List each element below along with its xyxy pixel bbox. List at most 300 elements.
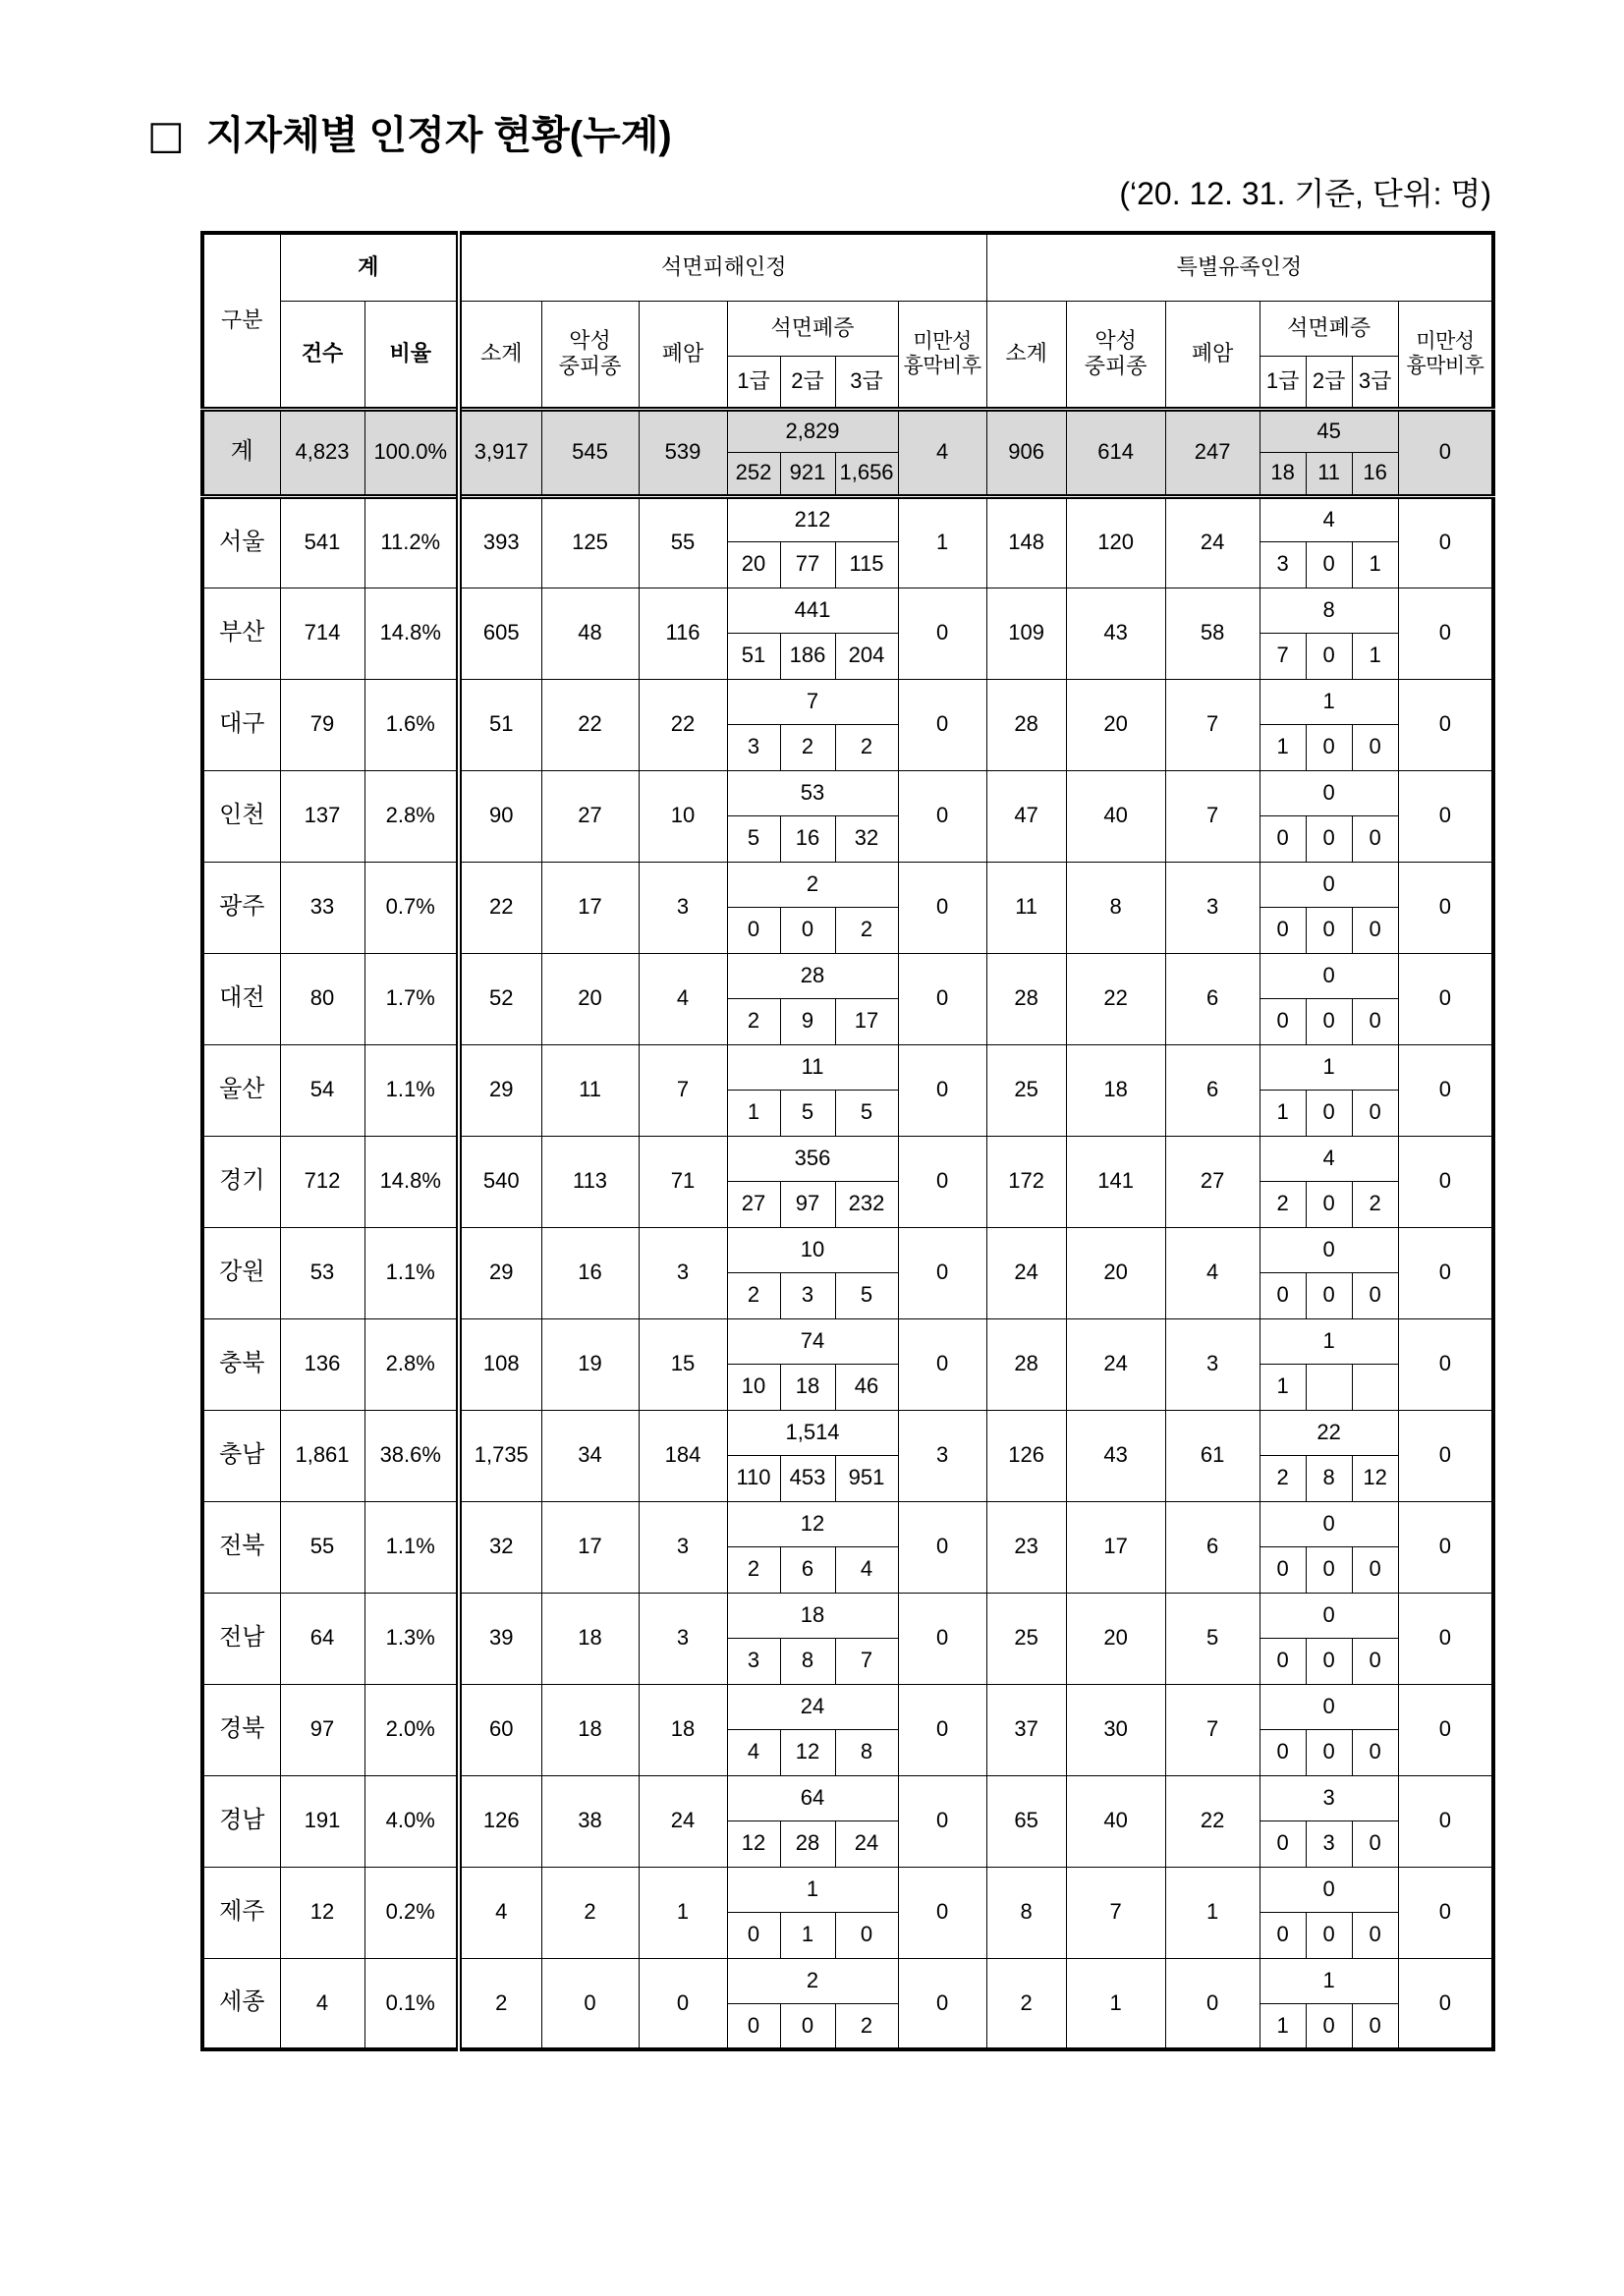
damage-subtotal-cell: 393 (459, 496, 541, 588)
damage-asbestosis-grade2-cell: 18 (780, 1364, 835, 1410)
ratio-cell: 14.8% (364, 1136, 459, 1227)
region-cell: 대구 (202, 679, 280, 770)
bereaved-asbestosis-grade3-cell: 0 (1352, 1546, 1398, 1593)
bereaved-mesothelioma-cell: 40 (1066, 770, 1165, 862)
bereaved-mesothelioma-cell: 18 (1066, 1044, 1165, 1136)
damage-subtotal-cell: 540 (459, 1136, 541, 1227)
damage-asbestosis-total-cell: 53 (727, 770, 898, 815)
bereaved-asbestosis-total-cell: 0 (1260, 1867, 1398, 1912)
bereaved-asbestosis-grade2-cell: 0 (1306, 633, 1352, 679)
damage-asbestosis-grade2-cell: 186 (780, 633, 835, 679)
region-row (202, 1227, 1493, 1272)
bereaved-asbestosis-grade1-cell: 18 (1260, 452, 1306, 496)
region-row (202, 588, 1493, 633)
bereaved-mesothelioma-cell: 120 (1066, 496, 1165, 588)
damage-mesothelioma-cell: 11 (541, 1044, 639, 1136)
bereaved-mesothelioma-cell: 40 (1066, 1775, 1165, 1867)
damage-asbestosis-grade1-cell: 3 (727, 1638, 780, 1684)
damage-asbestosis-total-cell: 2,829 (727, 409, 898, 452)
damage-asbestosis-total-cell: 18 (727, 1593, 898, 1638)
header-row-items (202, 301, 1493, 356)
bereaved-asbestosis-grade2-cell: 0 (1306, 2003, 1352, 2049)
bereaved-asbestosis-grade2-cell: 0 (1306, 1181, 1352, 1227)
bereaved-subtotal-cell: 24 (986, 1227, 1066, 1318)
damage-mesothelioma-cell: 125 (541, 496, 639, 588)
bereaved-mesothelioma-cell: 141 (1066, 1136, 1165, 1227)
bereaved-asbestosis-grade3-cell: 0 (1352, 1820, 1398, 1867)
damage-pleural-thickening-cell: 0 (898, 1958, 986, 2049)
damage-mesothelioma-cell: 0 (541, 1958, 639, 2049)
bereaved-asbestosis-grade1-cell: 1 (1260, 1090, 1306, 1136)
damage-asbestosis-total-cell: 1,514 (727, 1410, 898, 1455)
damage-lung-cancer-cell: 3 (639, 862, 727, 953)
bereaved-asbestosis-grade3-cell: 0 (1352, 1638, 1398, 1684)
bereaved-asbestosis-total-cell: 22 (1260, 1410, 1398, 1455)
bereaved-asbestosis-grade2-cell: 11 (1306, 452, 1352, 496)
bereaved-lung-cancer-cell: 7 (1165, 770, 1260, 862)
header-damage-lung-cancer: 폐암 (639, 301, 727, 409)
bereaved-pleural-thickening-cell: 0 (1398, 953, 1493, 1044)
damage-mesothelioma-cell: 113 (541, 1136, 639, 1227)
damage-lung-cancer-cell: 3 (639, 1227, 727, 1318)
bereaved-asbestosis-total-cell: 4 (1260, 1136, 1398, 1181)
damage-asbestosis-grade1-cell: 0 (727, 907, 780, 953)
header-damage-grade3: 3급 (835, 356, 898, 409)
header-damage-group: 석면피해인정 (459, 233, 986, 301)
damage-asbestosis-grade3-cell: 204 (835, 633, 898, 679)
region-cell: 전북 (202, 1501, 280, 1593)
bereaved-pleural-thickening-cell: 0 (1398, 1410, 1493, 1501)
bereaved-pleural-thickening-cell: 0 (1398, 1044, 1493, 1136)
damage-asbestosis-grade3-cell: 2 (835, 907, 898, 953)
bereaved-pleural-thickening-cell: 0 (1398, 770, 1493, 862)
damage-asbestosis-grade3-cell: 8 (835, 1729, 898, 1775)
bereaved-asbestosis-grade2-cell: 0 (1306, 998, 1352, 1044)
bereaved-lung-cancer-cell: 22 (1165, 1775, 1260, 1867)
region-row (202, 679, 1493, 724)
damage-subtotal-cell: 32 (459, 1501, 541, 1593)
bereaved-subtotal-cell: 65 (986, 1775, 1066, 1867)
bereaved-pleural-thickening-cell: 0 (1398, 679, 1493, 770)
ratio-cell: 1.7% (364, 953, 459, 1044)
header-bereaved-subtotal: 소계 (986, 301, 1066, 409)
damage-subtotal-cell: 90 (459, 770, 541, 862)
bereaved-subtotal-cell: 47 (986, 770, 1066, 862)
damage-asbestosis-grade3-cell: 32 (835, 815, 898, 862)
bereaved-asbestosis-grade3-cell: 0 (1352, 724, 1398, 770)
bereaved-asbestosis-grade2-cell: 0 (1306, 815, 1352, 862)
damage-asbestosis-grade2-cell: 97 (780, 1181, 835, 1227)
bereaved-subtotal-cell: 28 (986, 1318, 1066, 1410)
bereaved-subtotal-cell: 28 (986, 953, 1066, 1044)
bereaved-asbestosis-grade1-cell: 1 (1260, 1364, 1306, 1410)
header-bereaved-grade1: 1급 (1260, 356, 1306, 409)
count-cell: 136 (280, 1318, 364, 1410)
region-cell: 충북 (202, 1318, 280, 1410)
ratio-cell: 1.1% (364, 1227, 459, 1318)
bereaved-lung-cancer-cell: 58 (1165, 588, 1260, 679)
damage-asbestosis-grade2-cell: 9 (780, 998, 835, 1044)
bereaved-lung-cancer-cell: 3 (1165, 862, 1260, 953)
region-cell: 전남 (202, 1593, 280, 1684)
region-cell: 인천 (202, 770, 280, 862)
bereaved-mesothelioma-cell: 20 (1066, 1593, 1165, 1684)
bereaved-asbestosis-grade3-cell: 0 (1352, 2003, 1398, 2049)
header-damage-grade2: 2급 (780, 356, 835, 409)
damage-asbestosis-grade1-cell: 0 (727, 2003, 780, 2049)
header-damage-pleural-thickening: 미만성 흉막비후 (898, 301, 986, 409)
bereaved-asbestosis-grade1-cell: 0 (1260, 815, 1306, 862)
damage-asbestosis-grade2-cell: 921 (780, 452, 835, 496)
damage-subtotal-cell: 29 (459, 1044, 541, 1136)
damage-asbestosis-grade1-cell: 2 (727, 1546, 780, 1593)
bereaved-asbestosis-grade1-cell: 0 (1260, 998, 1306, 1044)
page-title-text: 지자체별 인정자 현황(누계) (205, 114, 672, 157)
bereaved-subtotal-cell: 25 (986, 1044, 1066, 1136)
damage-asbestosis-grade2-cell: 6 (780, 1546, 835, 1593)
bereaved-asbestosis-total-cell: 45 (1260, 409, 1398, 452)
count-cell: 137 (280, 770, 364, 862)
region-row (202, 1136, 1493, 1181)
bereaved-asbestosis-grade3-cell: 1 (1352, 541, 1398, 588)
bereaved-asbestosis-grade3-cell: 0 (1352, 1729, 1398, 1775)
bereaved-subtotal-cell: 172 (986, 1136, 1066, 1227)
bereaved-mesothelioma-cell: 20 (1066, 679, 1165, 770)
bereaved-asbestosis-grade2-cell: 0 (1306, 1638, 1352, 1684)
region-cell: 계 (202, 409, 280, 496)
bereaved-lung-cancer-cell: 3 (1165, 1318, 1260, 1410)
damage-asbestosis-grade3-cell: 5 (835, 1272, 898, 1318)
bereaved-mesothelioma-cell: 30 (1066, 1684, 1165, 1775)
bereaved-lung-cancer-cell: 1 (1165, 1867, 1260, 1958)
damage-subtotal-cell: 3,917 (459, 409, 541, 496)
header-damage-grade1: 1급 (727, 356, 780, 409)
region-cell: 울산 (202, 1044, 280, 1136)
header-ratio: 비율 (364, 301, 459, 409)
count-cell: 714 (280, 588, 364, 679)
bereaved-subtotal-cell: 37 (986, 1684, 1066, 1775)
damage-pleural-thickening-cell: 3 (898, 1410, 986, 1501)
damage-mesothelioma-cell: 18 (541, 1593, 639, 1684)
header-bereaved-asbestosis: 석면폐증 (1260, 301, 1398, 356)
damage-asbestosis-grade2-cell: 16 (780, 815, 835, 862)
header-bereaved-grade3: 3급 (1352, 356, 1398, 409)
damage-lung-cancer-cell: 71 (639, 1136, 727, 1227)
bereaved-asbestosis-total-cell: 4 (1260, 496, 1398, 541)
bereaved-subtotal-cell: 23 (986, 1501, 1066, 1593)
damage-asbestosis-grade3-cell: 2 (835, 2003, 898, 2049)
bereaved-asbestosis-grade3-cell (1352, 1364, 1398, 1410)
ratio-cell: 100.0% (364, 409, 459, 496)
bereaved-lung-cancer-cell: 6 (1165, 1501, 1260, 1593)
damage-mesothelioma-cell: 19 (541, 1318, 639, 1410)
damage-asbestosis-total-cell: 28 (727, 953, 898, 998)
bereaved-subtotal-cell: 8 (986, 1867, 1066, 1958)
damage-asbestosis-total-cell: 2 (727, 1958, 898, 2003)
count-cell: 4,823 (280, 409, 364, 496)
bereaved-lung-cancer-cell: 7 (1165, 1684, 1260, 1775)
damage-subtotal-cell: 4 (459, 1867, 541, 1958)
damage-subtotal-cell: 29 (459, 1227, 541, 1318)
damage-subtotal-cell: 605 (459, 588, 541, 679)
bereaved-pleural-thickening-cell: 0 (1398, 1227, 1493, 1318)
damage-asbestosis-grade2-cell: 12 (780, 1729, 835, 1775)
region-row (202, 1593, 1493, 1638)
damage-asbestosis-grade1-cell: 1 (727, 1090, 780, 1136)
damage-asbestosis-grade1-cell: 110 (727, 1455, 780, 1501)
damage-pleural-thickening-cell: 0 (898, 953, 986, 1044)
square-bullet-icon: □ (147, 113, 185, 158)
damage-asbestosis-grade1-cell: 252 (727, 452, 780, 496)
damage-pleural-thickening-cell: 0 (898, 1593, 986, 1684)
damage-asbestosis-grade3-cell: 1,656 (835, 452, 898, 496)
damage-asbestosis-grade3-cell: 46 (835, 1364, 898, 1410)
ratio-cell: 0.7% (364, 862, 459, 953)
region-cell: 제주 (202, 1867, 280, 1958)
damage-mesothelioma-cell: 545 (541, 409, 639, 496)
bereaved-asbestosis-grade2-cell: 0 (1306, 1912, 1352, 1958)
bereaved-asbestosis-grade1-cell: 0 (1260, 1820, 1306, 1867)
bereaved-asbestosis-grade3-cell: 0 (1352, 1090, 1398, 1136)
damage-mesothelioma-cell: 38 (541, 1775, 639, 1867)
count-cell: 55 (280, 1501, 364, 1593)
bereaved-asbestosis-grade3-cell: 1 (1352, 633, 1398, 679)
damage-pleural-thickening-cell: 0 (898, 1501, 986, 1593)
ratio-cell: 2.8% (364, 770, 459, 862)
damage-pleural-thickening-cell: 0 (898, 1227, 986, 1318)
region-row (202, 1958, 1493, 2003)
damage-pleural-thickening-cell: 0 (898, 1867, 986, 1958)
reference-date-unit-note: (‘20. 12. 31. 기준, 단위: 명) (1119, 176, 1491, 211)
bereaved-lung-cancer-cell: 6 (1165, 953, 1260, 1044)
region-row (202, 953, 1493, 998)
bereaved-asbestosis-grade3-cell: 0 (1352, 998, 1398, 1044)
bereaved-asbestosis-grade1-cell: 0 (1260, 1638, 1306, 1684)
damage-pleural-thickening-cell: 0 (898, 1136, 986, 1227)
damage-asbestosis-total-cell: 10 (727, 1227, 898, 1272)
bereaved-pleural-thickening-cell: 0 (1398, 1958, 1493, 2049)
damage-mesothelioma-cell: 27 (541, 770, 639, 862)
bereaved-asbestosis-grade2-cell: 8 (1306, 1455, 1352, 1501)
bereaved-lung-cancer-cell: 7 (1165, 679, 1260, 770)
damage-pleural-thickening-cell: 1 (898, 496, 986, 588)
count-cell: 97 (280, 1684, 364, 1775)
bereaved-pleural-thickening-cell: 0 (1398, 1501, 1493, 1593)
bereaved-asbestosis-grade1-cell: 0 (1260, 907, 1306, 953)
count-cell: 54 (280, 1044, 364, 1136)
region-row (202, 770, 1493, 815)
damage-lung-cancer-cell: 55 (639, 496, 727, 588)
damage-mesothelioma-cell: 48 (541, 588, 639, 679)
bereaved-asbestosis-grade1-cell: 7 (1260, 633, 1306, 679)
header-bereaved-lung-cancer: 폐암 (1165, 301, 1260, 409)
ratio-cell: 0.1% (364, 1958, 459, 2049)
ratio-cell: 2.8% (364, 1318, 459, 1410)
region-cell: 서울 (202, 496, 280, 588)
bereaved-asbestosis-grade2-cell: 0 (1306, 907, 1352, 953)
damage-mesothelioma-cell: 2 (541, 1867, 639, 1958)
damage-asbestosis-grade2-cell: 5 (780, 1090, 835, 1136)
ratio-cell: 14.8% (364, 588, 459, 679)
bereaved-lung-cancer-cell: 247 (1165, 409, 1260, 496)
damage-lung-cancer-cell: 184 (639, 1410, 727, 1501)
bereaved-asbestosis-grade2-cell: 0 (1306, 541, 1352, 588)
bereaved-lung-cancer-cell: 4 (1165, 1227, 1260, 1318)
damage-asbestosis-total-cell: 212 (727, 496, 898, 541)
damage-mesothelioma-cell: 20 (541, 953, 639, 1044)
bereaved-asbestosis-grade3-cell: 0 (1352, 907, 1398, 953)
header-bereaved-group: 특별유족인정 (986, 233, 1493, 301)
header-damage-asbestosis: 석면폐증 (727, 301, 898, 356)
bereaved-asbestosis-grade3-cell: 12 (1352, 1455, 1398, 1501)
damage-lung-cancer-cell: 3 (639, 1593, 727, 1684)
bereaved-lung-cancer-cell: 0 (1165, 1958, 1260, 2049)
bereaved-pleural-thickening-cell: 0 (1398, 1684, 1493, 1775)
damage-asbestosis-grade1-cell: 5 (727, 815, 780, 862)
region-cell: 경기 (202, 1136, 280, 1227)
bereaved-subtotal-cell: 126 (986, 1410, 1066, 1501)
bereaved-pleural-thickening-cell: 0 (1398, 1318, 1493, 1410)
bereaved-asbestosis-grade1-cell: 0 (1260, 1272, 1306, 1318)
damage-pleural-thickening-cell: 4 (898, 409, 986, 496)
bereaved-lung-cancer-cell: 5 (1165, 1593, 1260, 1684)
bereaved-mesothelioma-cell: 7 (1066, 1867, 1165, 1958)
region-row (202, 1044, 1493, 1090)
bereaved-asbestosis-grade1-cell: 2 (1260, 1455, 1306, 1501)
damage-lung-cancer-cell: 7 (639, 1044, 727, 1136)
bereaved-mesothelioma-cell: 43 (1066, 1410, 1165, 1501)
bereaved-subtotal-cell: 148 (986, 496, 1066, 588)
region-row (202, 1501, 1493, 1546)
bereaved-mesothelioma-cell: 614 (1066, 409, 1165, 496)
region-cell: 경북 (202, 1684, 280, 1775)
damage-asbestosis-grade1-cell: 3 (727, 724, 780, 770)
bereaved-asbestosis-grade1-cell: 1 (1260, 2003, 1306, 2049)
count-cell: 541 (280, 496, 364, 588)
damage-asbestosis-grade3-cell: 4 (835, 1546, 898, 1593)
damage-asbestosis-grade2-cell: 453 (780, 1455, 835, 1501)
damage-asbestosis-grade3-cell: 2 (835, 724, 898, 770)
damage-subtotal-cell: 39 (459, 1593, 541, 1684)
regional-certification-table (200, 231, 1495, 2051)
region-cell: 충남 (202, 1410, 280, 1501)
bereaved-pleural-thickening-cell: 0 (1398, 588, 1493, 679)
ratio-cell: 1.1% (364, 1044, 459, 1136)
header-count: 건수 (280, 301, 364, 409)
damage-subtotal-cell: 108 (459, 1318, 541, 1410)
bereaved-lung-cancer-cell: 6 (1165, 1044, 1260, 1136)
damage-asbestosis-grade3-cell: 951 (835, 1455, 898, 1501)
damage-pleural-thickening-cell: 0 (898, 679, 986, 770)
damage-asbestosis-grade1-cell: 10 (727, 1364, 780, 1410)
damage-asbestosis-grade3-cell: 232 (835, 1181, 898, 1227)
damage-asbestosis-grade2-cell: 3 (780, 1272, 835, 1318)
bereaved-asbestosis-total-cell: 1 (1260, 1044, 1398, 1090)
damage-mesothelioma-cell: 22 (541, 679, 639, 770)
bereaved-asbestosis-grade3-cell: 16 (1352, 452, 1398, 496)
damage-asbestosis-grade1-cell: 2 (727, 1272, 780, 1318)
bereaved-asbestosis-grade2-cell: 3 (1306, 1820, 1352, 1867)
bereaved-pleural-thickening-cell: 0 (1398, 1136, 1493, 1227)
bereaved-asbestosis-grade1-cell: 3 (1260, 541, 1306, 588)
bereaved-asbestosis-grade2-cell: 0 (1306, 1546, 1352, 1593)
total-row (202, 409, 1493, 452)
bereaved-mesothelioma-cell: 22 (1066, 953, 1165, 1044)
damage-mesothelioma-cell: 18 (541, 1684, 639, 1775)
bereaved-lung-cancer-cell: 24 (1165, 496, 1260, 588)
damage-asbestosis-total-cell: 1 (727, 1867, 898, 1912)
damage-asbestosis-grade3-cell: 7 (835, 1638, 898, 1684)
bereaved-asbestosis-grade1-cell: 1 (1260, 724, 1306, 770)
bereaved-asbestosis-total-cell: 0 (1260, 1501, 1398, 1546)
bereaved-pleural-thickening-cell: 0 (1398, 1867, 1493, 1958)
bereaved-asbestosis-total-cell: 0 (1260, 953, 1398, 998)
damage-lung-cancer-cell: 116 (639, 588, 727, 679)
bereaved-asbestosis-grade2-cell: 0 (1306, 1729, 1352, 1775)
bereaved-subtotal-cell: 2 (986, 1958, 1066, 2049)
damage-asbestosis-grade3-cell: 115 (835, 541, 898, 588)
bereaved-pleural-thickening-cell: 0 (1398, 496, 1493, 588)
bereaved-pleural-thickening-cell: 0 (1398, 409, 1493, 496)
damage-asbestosis-grade3-cell: 17 (835, 998, 898, 1044)
damage-subtotal-cell: 52 (459, 953, 541, 1044)
ratio-cell: 2.0% (364, 1684, 459, 1775)
bereaved-asbestosis-grade1-cell: 2 (1260, 1181, 1306, 1227)
damage-lung-cancer-cell: 4 (639, 953, 727, 1044)
damage-asbestosis-total-cell: 2 (727, 862, 898, 907)
damage-subtotal-cell: 22 (459, 862, 541, 953)
damage-subtotal-cell: 1,735 (459, 1410, 541, 1501)
count-cell: 712 (280, 1136, 364, 1227)
damage-asbestosis-grade2-cell: 8 (780, 1638, 835, 1684)
count-cell: 80 (280, 953, 364, 1044)
damage-asbestosis-grade1-cell: 0 (727, 1912, 780, 1958)
damage-asbestosis-grade2-cell: 1 (780, 1912, 835, 1958)
ratio-cell: 1.3% (364, 1593, 459, 1684)
damage-asbestosis-total-cell: 74 (727, 1318, 898, 1364)
damage-mesothelioma-cell: 17 (541, 1501, 639, 1593)
damage-lung-cancer-cell: 24 (639, 1775, 727, 1867)
bereaved-mesothelioma-cell: 24 (1066, 1318, 1165, 1410)
region-row (202, 862, 1493, 907)
damage-asbestosis-grade3-cell: 0 (835, 1912, 898, 1958)
bereaved-asbestosis-grade2-cell (1306, 1364, 1352, 1410)
bereaved-pleural-thickening-cell: 0 (1398, 862, 1493, 953)
bereaved-mesothelioma-cell: 20 (1066, 1227, 1165, 1318)
damage-asbestosis-grade1-cell: 51 (727, 633, 780, 679)
damage-pleural-thickening-cell: 0 (898, 1044, 986, 1136)
bereaved-asbestosis-grade1-cell: 0 (1260, 1546, 1306, 1593)
region-row (202, 1775, 1493, 1820)
damage-asbestosis-total-cell: 441 (727, 588, 898, 633)
bereaved-asbestosis-total-cell: 1 (1260, 1958, 1398, 2003)
damage-subtotal-cell: 126 (459, 1775, 541, 1867)
bereaved-asbestosis-total-cell: 0 (1260, 770, 1398, 815)
damage-asbestosis-total-cell: 64 (727, 1775, 898, 1820)
bereaved-lung-cancer-cell: 27 (1165, 1136, 1260, 1227)
bereaved-asbestosis-grade1-cell: 0 (1260, 1912, 1306, 1958)
damage-pleural-thickening-cell: 0 (898, 1684, 986, 1775)
damage-asbestosis-grade3-cell: 5 (835, 1090, 898, 1136)
ratio-cell: 4.0% (364, 1775, 459, 1867)
header-row-groups (202, 233, 1493, 301)
bereaved-asbestosis-total-cell: 0 (1260, 1593, 1398, 1638)
damage-asbestosis-grade2-cell: 0 (780, 2003, 835, 2049)
count-cell: 12 (280, 1867, 364, 1958)
header-damage-subtotal: 소계 (459, 301, 541, 409)
header-bereaved-pleural-thickening: 미만성 흉막비후 (1398, 301, 1493, 409)
damage-mesothelioma-cell: 34 (541, 1410, 639, 1501)
